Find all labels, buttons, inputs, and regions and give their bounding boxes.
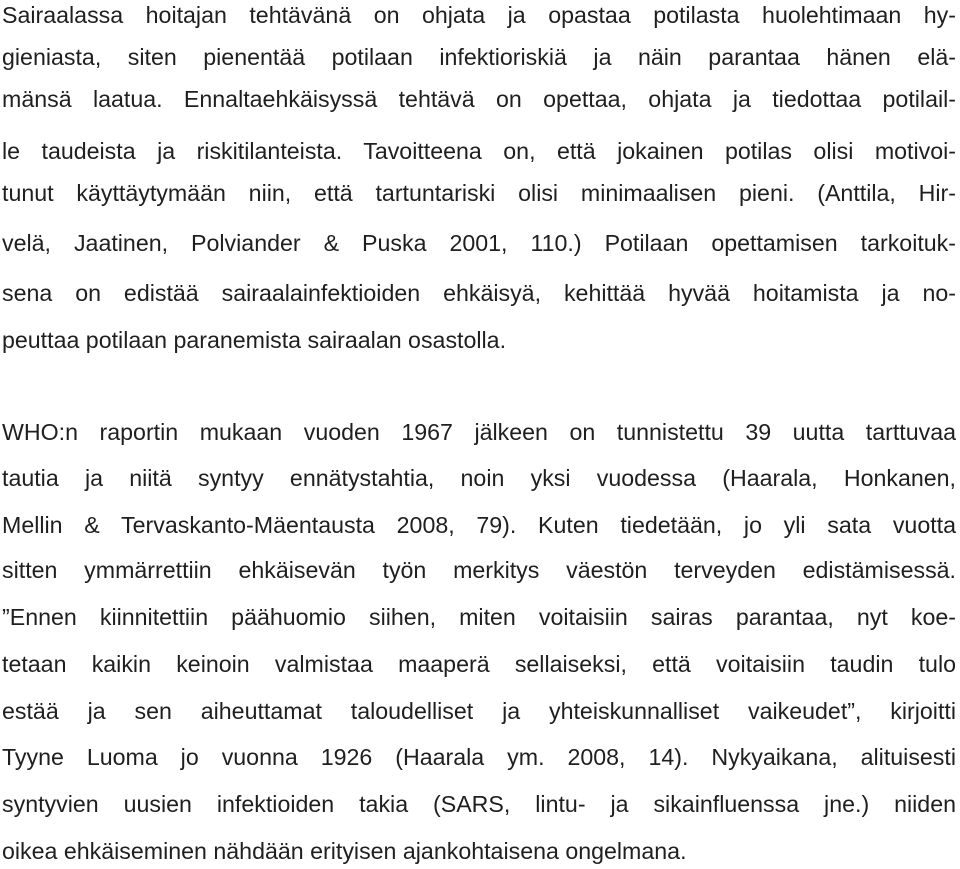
text-line: Tyyne Luoma jo vuonna 1926 (Haarala ym. 2008, 14). Nykyaikana, alituisesti [2, 744, 956, 770]
text-line: tetaan kaikin keinoin valmistaa maaperä sellaiseksi, että voitaisiin taudin tulo [2, 651, 956, 677]
text-line: gieniasta, siten pienentää potilaan infektioriskiä ja näin parantaa hänen elä- [2, 44, 956, 70]
text-line: tunut käyttäytymään niin, että tartuntariski olisi minimaalisen pieni. (Anttila, Hir- [2, 180, 956, 206]
text-line: Sairaalassa hoitajan tehtävänä on ohjata ja opastaa potilasta huolehtimaan hy- [2, 2, 956, 28]
text-line: le taudeista ja riskitilanteista. Tavoitteena on, että jokainen potilas olisi motivoi- [2, 138, 956, 164]
text-line: velä, Jaatinen, Polviander & Puska 2001, 110.) Potilaan opettamisen tarkoituk- [2, 230, 956, 256]
text-line: estää ja sen aiheuttamat taloudelliset ja yhteiskunnalliset vaikeudet”, kirjoitti [2, 698, 956, 724]
text-line: mänsä laatua. Ennaltaehkäisyssä tehtävä on opettaa, ohjata ja tiedottaa potilail- [2, 86, 956, 112]
text-line: tautia ja niitä syntyy ennätystahtia, noin yksi vuodessa (Haarala, Honkanen, [2, 465, 956, 491]
text-line: ”Ennen kiinnitettiin päähuomio siihen, miten voitaisiin sairas parantaa, nyt koe- [2, 604, 956, 630]
text-line: oikea ehkäiseminen nähdään erityisen ajankohtaisena ongelmana. [2, 838, 687, 864]
text-line: sitten ymmärrettiin ehkäisevän työn merkitys väestön terveyden edistämisessä. [2, 557, 956, 583]
text-line: peuttaa potilaan paranemista sairaalan osastolla. [2, 327, 507, 353]
text-line: WHO:n raportin mukaan vuoden 1967 jälkeen on tunnistettu 39 uutta tarttuvaa [2, 419, 956, 445]
text-line: syntyvien uusien infektioiden takia (SARS, lintu- ja sikainfluenssa jne.) niiden [2, 791, 956, 817]
text-line: Mellin & Tervaskanto-Mäentausta 2008, 79). Kuten tiedetään, jo yli sata vuotta [2, 512, 956, 538]
text-line: sena on edistää sairaalainfektioiden ehkäisyä, kehittää hyvää hoitamista ja no- [2, 280, 956, 306]
